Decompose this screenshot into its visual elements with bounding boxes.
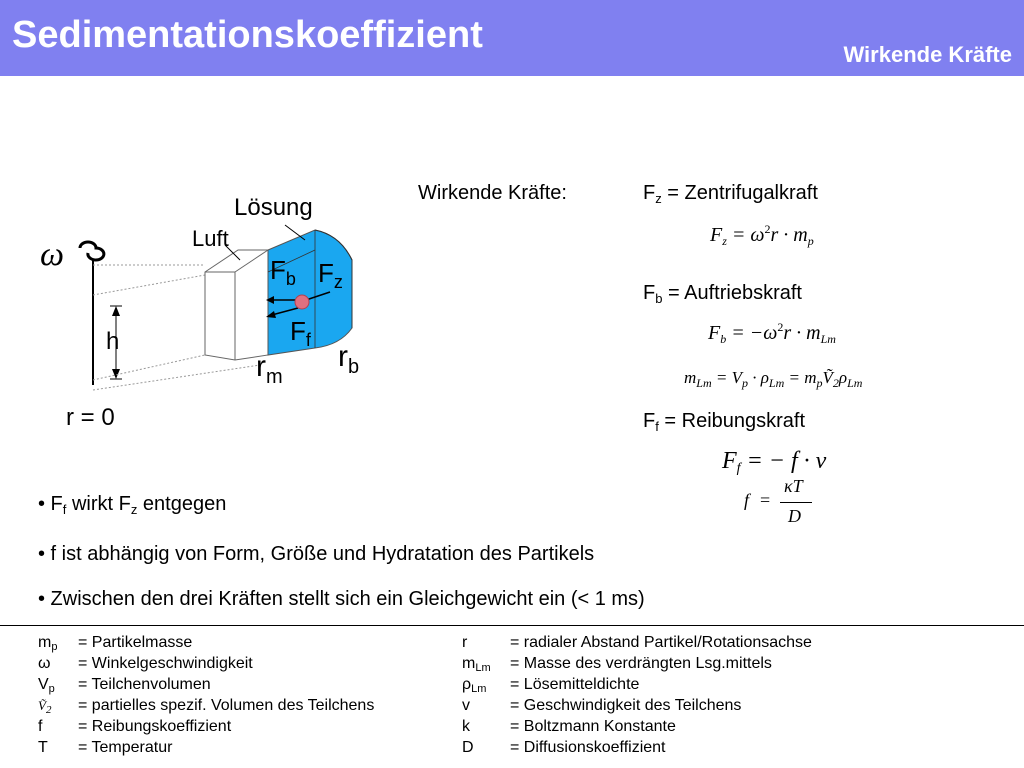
forces-heading: Wirkende Kräfte: <box>418 182 567 204</box>
header-bar <box>0 0 1024 76</box>
label-rb: $r_b$ <box>338 340 360 378</box>
bullet-item: • $F_f$ wirkt $F_z$ entgegen <box>38 493 227 517</box>
legend-row: r = radialer Abstand Partikel/Rotationsachse <box>462 634 812 651</box>
rotation-arrow-icon <box>80 242 104 260</box>
legend-right <box>462 632 812 758</box>
legend-row: ω = Winkelgeschwindigkeit <box>38 655 253 672</box>
label-loesung: Lösung <box>234 194 313 221</box>
legend-row: Ṽ$_2$ = partielles spezif. Volumen des Teilchens <box>38 697 375 716</box>
air-section <box>205 250 268 360</box>
legend-row: f = Reibungskoeffizient <box>38 718 232 735</box>
legend-row: D = Diffusionskoeffizient <box>462 739 666 756</box>
page-subtitle: Wirkende Kräfte <box>843 42 1012 67</box>
bullet-item: • Zwischen den drei Kräften stellt sich ein Gleichgewicht ein (< 1 ms) <box>38 588 645 610</box>
legend-row: $V_p$ = Teilchenvolumen <box>38 676 211 695</box>
fz-equation: $F_z = \omega^2r \cdot m_p$ <box>710 222 814 248</box>
legend-row: $\rho_{Lm}$ = Lösemitteldichte <box>462 676 640 695</box>
legend-row: $m_p$ = Partikelmasse <box>38 634 193 653</box>
label-ff: $F_f$ <box>290 316 311 351</box>
fb-equation: $F_b = -\omega^2r \cdot m_{Lm}$ <box>708 320 836 346</box>
bullet-item: • f ist abhängig von Form, Größe und Hydratation des Partikels <box>38 543 595 565</box>
omega-symbol: ω <box>40 236 65 273</box>
h-arrow-up <box>112 306 120 316</box>
bullet-list <box>38 482 645 622</box>
particle <box>295 295 309 309</box>
label-fb: $F_b$ <box>270 255 296 290</box>
centrifuge-cell-diagram <box>30 180 410 440</box>
page-title: Sedimentationskoeffizient <box>12 14 483 56</box>
mlm-equation: $m_{Lm} = V_p \cdot \rho_{Lm}$ = $m_pṼ_2\rho_{Lm}$ <box>684 368 863 390</box>
fz-definition: $F_z$ = Zentrifugalkraft <box>643 182 818 206</box>
ff-equation: $F_f$ = − f · v <box>722 448 827 476</box>
divider <box>0 625 1024 626</box>
label-r0: r = 0 <box>66 404 115 431</box>
label-luft: Luft <box>192 226 229 251</box>
legend-row: T = Temperatur <box>38 739 173 756</box>
ff-definition: $F_f$ = Reibungskraft <box>643 410 806 434</box>
legend-row: k = Boltzmann Konstante <box>462 718 676 735</box>
label-fz: $F_z$ <box>318 258 343 293</box>
label-rm: $r_m$ <box>256 350 283 388</box>
legend-row: v = Geschwindigkeit des Teilchens <box>462 697 742 714</box>
h-arrow-down <box>112 369 120 379</box>
legend-row: $m_{Lm}$ = Masse des verdrängten Lsg.mittels <box>462 655 772 674</box>
legend-left <box>38 632 374 758</box>
fb-definition: $F_b$ = Auftriebskraft <box>643 282 802 306</box>
label-h: h <box>106 328 120 355</box>
